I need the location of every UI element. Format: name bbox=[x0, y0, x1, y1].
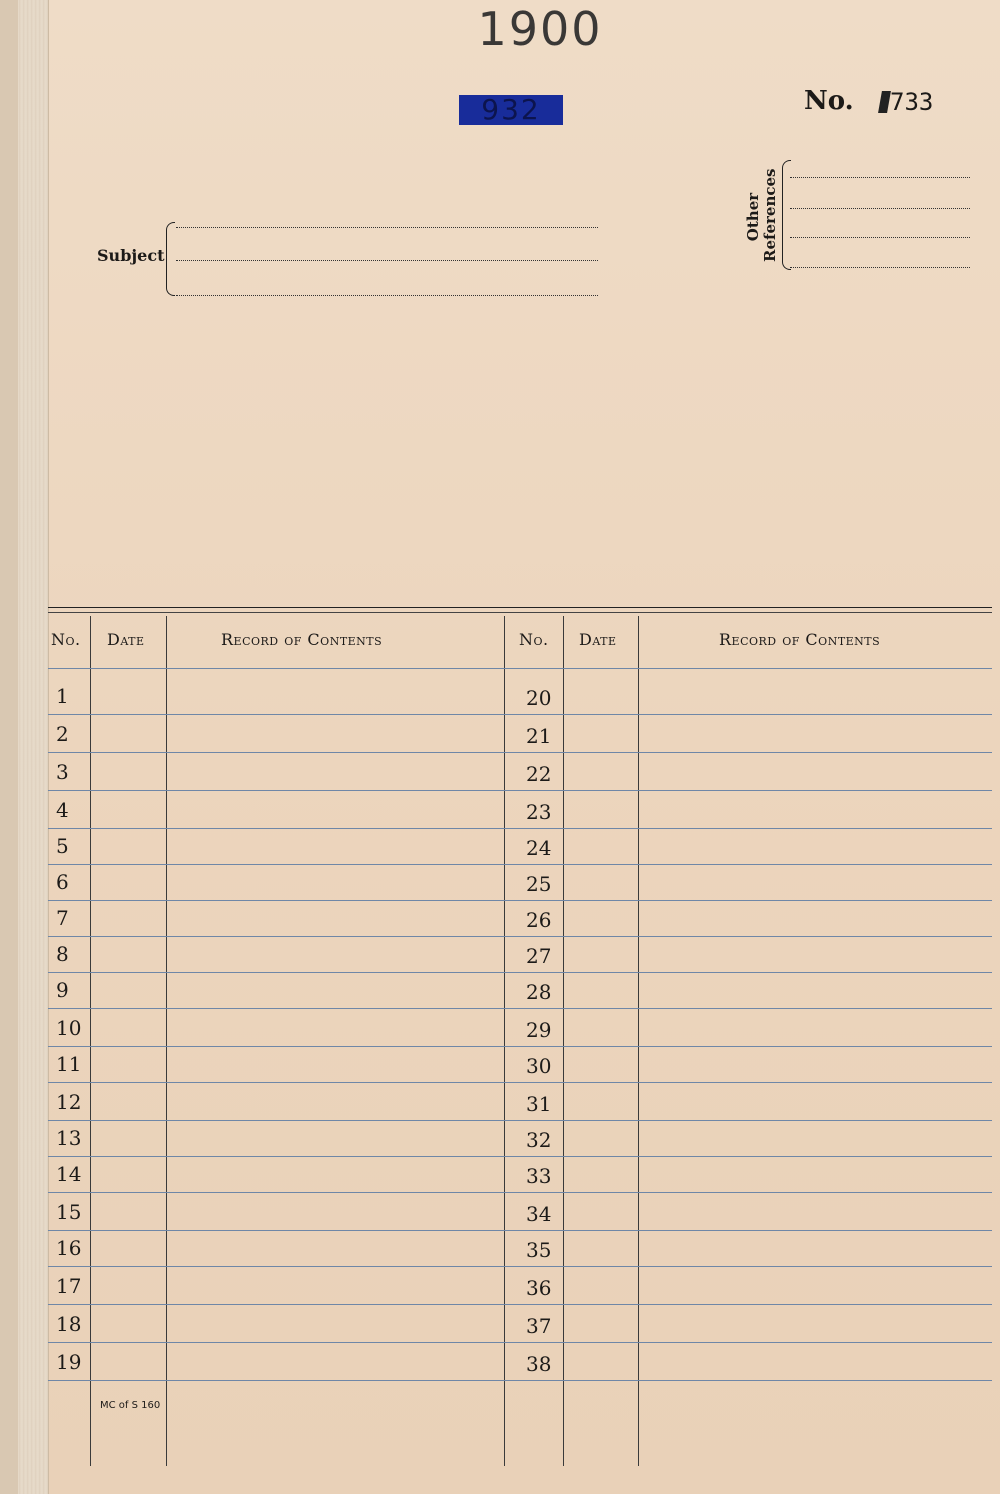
column-divider-no-right bbox=[563, 616, 564, 1466]
row-rule bbox=[48, 1230, 992, 1231]
row-rule bbox=[48, 1266, 992, 1267]
row-rule bbox=[48, 790, 992, 791]
header-date-left: Date bbox=[107, 630, 145, 649]
header-record-left: Record of Contents bbox=[221, 630, 383, 649]
row-rule bbox=[48, 1192, 992, 1193]
row-number-right: 23 bbox=[526, 800, 552, 824]
form-code: MC of S 160 bbox=[100, 1400, 161, 1411]
subject-line-1[interactable] bbox=[176, 227, 598, 228]
row-number-left: 15 bbox=[56, 1200, 82, 1224]
row-number-right: 35 bbox=[526, 1238, 552, 1262]
row-number-left: 16 bbox=[56, 1236, 82, 1260]
row-rule bbox=[48, 1082, 992, 1083]
row-rule bbox=[48, 900, 992, 901]
file-number-value: 733 bbox=[880, 88, 933, 116]
column-divider-date-left bbox=[166, 616, 167, 1466]
row-rule bbox=[48, 864, 992, 865]
row-rule bbox=[48, 1120, 992, 1121]
row-number-left: 3 bbox=[56, 760, 69, 784]
reference-line-2[interactable] bbox=[790, 208, 970, 209]
row-number-right: 36 bbox=[526, 1276, 552, 1300]
row-number-right: 27 bbox=[526, 944, 552, 968]
subject-line-3[interactable] bbox=[176, 295, 598, 296]
row-number-right: 38 bbox=[526, 1352, 552, 1376]
row-number-left: 4 bbox=[56, 798, 69, 822]
row-number-left: 9 bbox=[56, 978, 69, 1002]
row-number-left: 14 bbox=[56, 1162, 82, 1186]
subject-label: Subject bbox=[97, 246, 165, 265]
table-top-rule-thin bbox=[48, 612, 992, 613]
row-number-right: 21 bbox=[526, 724, 552, 748]
reference-line-3[interactable] bbox=[790, 237, 970, 238]
header-date-right: Date bbox=[579, 630, 617, 649]
spine-edge bbox=[0, 0, 18, 1494]
row-rule bbox=[48, 1008, 992, 1009]
header-record-right: Record of Contents bbox=[719, 630, 881, 649]
row-number-left: 8 bbox=[56, 942, 69, 966]
row-rule bbox=[48, 972, 992, 973]
file-number-label: No. bbox=[804, 86, 854, 116]
row-number-left: 19 bbox=[56, 1350, 82, 1374]
row-rule bbox=[48, 936, 992, 937]
row-number-left: 2 bbox=[56, 722, 69, 746]
row-number-right: 34 bbox=[526, 1202, 552, 1226]
row-number-right: 22 bbox=[526, 762, 552, 786]
row-number-left: 5 bbox=[56, 834, 69, 858]
subject-line-2[interactable] bbox=[176, 260, 598, 261]
row-number-left: 17 bbox=[56, 1274, 82, 1298]
row-number-right: 37 bbox=[526, 1314, 552, 1338]
year-number: 1900 bbox=[477, 2, 603, 56]
row-number-left: 6 bbox=[56, 870, 69, 894]
column-divider-date-right bbox=[638, 616, 639, 1466]
reference-line-4[interactable] bbox=[790, 267, 970, 268]
row-number-left: 18 bbox=[56, 1312, 82, 1336]
row-rule bbox=[48, 828, 992, 829]
row-number-right: 33 bbox=[526, 1164, 552, 1188]
other-references-line-2: References bbox=[761, 168, 779, 262]
table-top-rule bbox=[48, 607, 992, 608]
row-number-left: 12 bbox=[56, 1090, 82, 1114]
row-rule bbox=[48, 1156, 992, 1157]
row-number-left: 1 bbox=[56, 684, 69, 708]
row-number-right: 28 bbox=[526, 980, 552, 1004]
column-divider-record-left bbox=[504, 616, 505, 1466]
row-number-right: 24 bbox=[526, 836, 552, 860]
row-rule bbox=[48, 1304, 992, 1305]
reference-line-1[interactable] bbox=[790, 177, 970, 178]
row-number-right: 26 bbox=[526, 908, 552, 932]
row-rule bbox=[48, 668, 992, 669]
row-number-right: 32 bbox=[526, 1128, 552, 1152]
row-number-left: 7 bbox=[56, 906, 69, 930]
other-references-line-1: Other bbox=[744, 192, 762, 242]
other-references-label bbox=[744, 168, 779, 262]
header-no-right: No. bbox=[519, 630, 549, 649]
row-rule bbox=[48, 1380, 992, 1381]
row-number-right: 20 bbox=[526, 686, 552, 710]
row-number-right: 25 bbox=[526, 872, 552, 896]
row-rule bbox=[48, 752, 992, 753]
row-number-right: 31 bbox=[526, 1092, 552, 1116]
row-number-right: 29 bbox=[526, 1018, 552, 1042]
column-divider-no-left bbox=[90, 616, 91, 1466]
row-number-left: 11 bbox=[56, 1052, 82, 1076]
row-rule bbox=[48, 1046, 992, 1047]
row-number-left: 13 bbox=[56, 1126, 82, 1150]
row-rule bbox=[48, 714, 992, 715]
subject-brace bbox=[166, 222, 175, 296]
blue-stamp-number: 932 bbox=[459, 95, 563, 125]
row-number-right: 30 bbox=[526, 1054, 552, 1078]
row-number-left: 10 bbox=[56, 1016, 82, 1040]
header-no-left: No. bbox=[51, 630, 81, 649]
row-rule bbox=[48, 1342, 992, 1343]
